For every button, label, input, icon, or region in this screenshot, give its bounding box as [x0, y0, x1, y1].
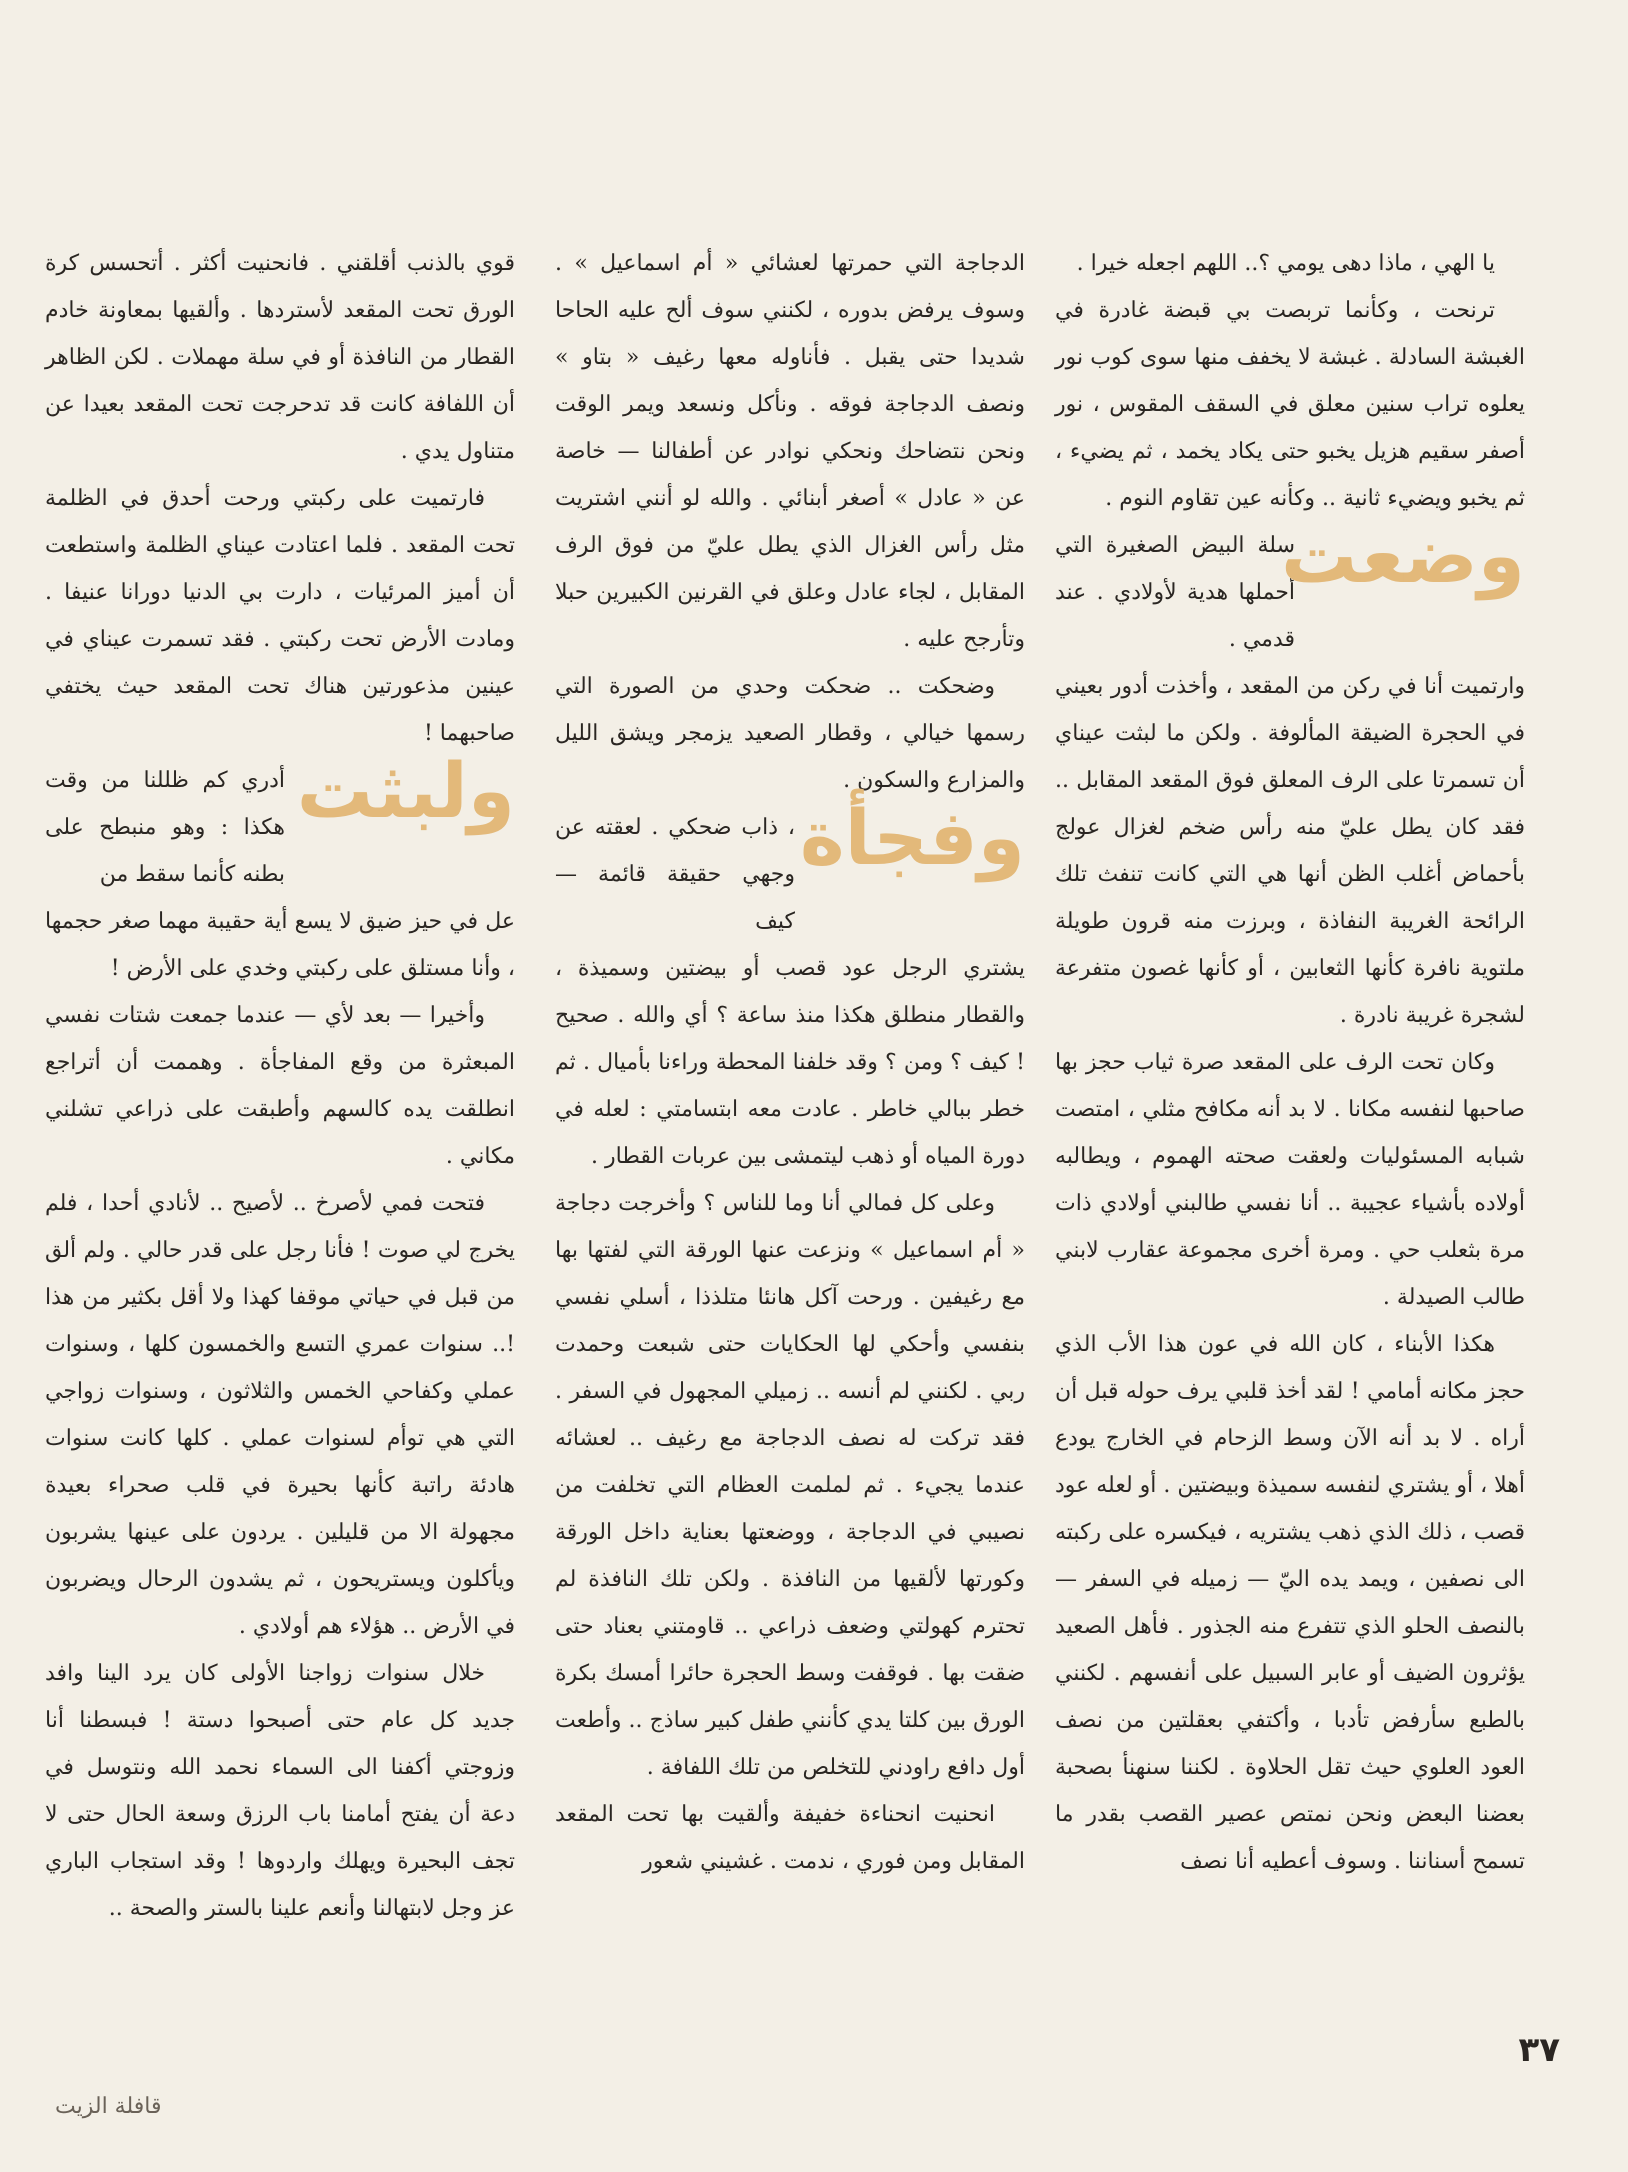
paragraph: فارتميت على ركبتي ورحت أحدق في الظلمة تحت المقعد . فلما اعتادت عيناي الظلمة واستطعت أن أميز المرئيات ، دارت بي الدنيا دورانا عنيفا . ومادت الأرض تحت ركبتي . فقد تسمرت عيناي في عينين مذعورتين هناك تحت المقعد حيث يختفي صاحبهما ! [45, 486, 515, 746]
paragraph: وكان تحت الرف على المقعد صرة ثياب حجز بها صاحبها لنفسه مكانا . لا بد أنه مكافح مثلي ، امتصت شبابه المسئوليات ولعقت صحته الهموم ، ويطالبه أولاده بأشياء عجيبة .. أنا نفسي طالبني أولادي ذات مرة بثعلب حي . ومرة أخرى مجموعة عقارب لابني طالب الصيدلة . [1055, 1050, 1525, 1310]
decorative-drop-word: وضعت [1280, 511, 1525, 600]
text-column-right [1055, 240, 1525, 1885]
paragraph: وارتميت أنا في ركن من المقعد ، وأخذت أدور بعيني في الحجرة الضيقة المألوفة . ولكن ما لبثت عيناي أن تسمرتا على الرف المعلق فوق المقعد المقابل .. فقد كان يطل عليّ منه رأس ضخم لغزال عولج بأحماض أغلب الظن أنها هي التي كانت تنفث تلك الرائحة الغريبة النفاذة ، وبرزت منه قرون طويلة ملتوية نافرة كأنها الثعابين ، أو كأنها غصون متفرعة لشجرة غريبة نادرة . [1055, 674, 1525, 1028]
lead-line: سلة البيض الصغيرة التي أحملها هدية لأولادي . عند قدمي . [1055, 533, 1295, 652]
paragraph: عل في حيز ضيق لا يسع أية حقيبة مهما صغر حجمها ، وأنا مستلق على ركبتي وخدي على الأرض ! [45, 909, 515, 981]
decorative-drop-word: وفجأة [799, 793, 1025, 882]
text-column-left [45, 240, 515, 1932]
drop-word-block [555, 793, 1025, 945]
paragraph: وأخيرا — بعد لأي — عندما جمعت شتات نفسي المبعثرة من وقع المفاجأة . وهممت أن أتراجع انطلقت يده كالسهم وأطبقت على ذراعي تشلني مكاني . [45, 1003, 515, 1169]
text-column-middle [555, 240, 1025, 1885]
paragraph: وضحكت .. ضحكت وحدي من الصورة التي رسمها خيالي ، وقطار الصعيد يزمجر ويشق الليل والمزارع والسكون . [555, 674, 1025, 793]
decorative-drop-word: ولبثت [296, 746, 515, 835]
paragraph: قوي بالذنب أقلقني . فانحنيت أكثر . أتحسس كرة الورق تحت المقعد لأستردها . وألقيها بمعاونة خادم القطار من النافذة أو في سلة مهملات . لكن الظاهر أن اللفافة كانت قد تدحرجت تحت المقعد بعيدا عن متناول يدي . [45, 251, 515, 464]
paragraph: يشتري الرجل عود قصب أو بيضتين وسميذة ، والقطار منطلق هكذا منذ ساعة ؟ أي والله . صحيح ! كيف ؟ ومن ؟ وقد خلفنا المحطة وراءنا بأميال . ثم خطر ببالي خاطر . عادت معه ابتسامتي : لعله في دورة المياه أو ذهب ليتمشى بين عربات القطار . [555, 956, 1025, 1169]
paragraph: وعلى كل فمالي أنا وما للناس ؟ وأخرجت دجاجة « أم اسماعيل » ونزعت عنها الورقة التي لفتها بها مع رغيفين . ورحت آكل هانئا متلذذا ، أسلي نفسي بنفسي وأحكي لها الحكايات حتى شبعت وحمدت ربي . لكنني لم أنسه .. زميلي المجهول في السفر . فقد تركت له نصف الدجاجة مع رغيف .. لعشائه عندما يجيء . ثم لملمت العظام التي تخلفت من نصيبي في الدجاجة ، ووضعتها بعناية داخل الورقة وكورتها لألقيها من النافذة . ولكن تلك النافذة لم تحترم كهولتي وضعف ذراعي .. قاومتني بعناد حتى ضقت بها . فوقفت وسط الحجرة حائرا أمسك بكرة الورق بين كلتا يدي كأنني طفل كبير ساذج .. وأطعت أول دافع راودني للتخلص من تلك اللفافة . [555, 1191, 1025, 1780]
paragraph: الدجاجة التي حمرتها لعشائي « أم اسماعيل » . وسوف يرفض بدوره ، لكنني سوف ألح عليه الحاحا شديدا حتى يقبل . فأناوله معها رغيف « بتاو » ونصف الدجاجة فوقه . ونأكل ونسعد ويمر الوقت ونحن نتضاحك ونحكي نوادر عن أطفالنا — خاصة عن « عادل » أصغر أبنائي . والله لو أنني اشتريت مثل رأس الغزال الذي يطل عليّ من فوق الرف المقابل ، لجاء عادل وعلق في القرنين الكبيرين حبلا وتأرجح عليه . [555, 251, 1025, 652]
paragraph: خلال سنوات زواجنا الأولى كان يرد الينا وافد جديد كل عام حتى أصبحوا دستة ! فبسطنا أنا وزوجتي أكفنا الى السماء نحمد الله ونتوسل في دعة أن يفتح أمامنا باب الرزق وسعة الحال حتى لا تجف البحيرة ويهلك واردوها ! وقد استجاب الباري عز وجل لابتهالنا وأنعم علينا بالستر والصحة .. [45, 1661, 515, 1921]
paragraph: ترنحت ، وكأنما تربصت بي قبضة غادرة في الغبشة السادلة . غبشة لا يخفف منها سوى كوب نور يعلوه تراب سنين معلق في السقف المقوس ، نور أصفر سقيم هزيل يخبو حتى يكاد يخمد ، ثم يضيء ، ثم يخبو ويضيء ثانية .. وكأنه عين تقاوم النوم . [1055, 298, 1525, 511]
lead-line: أدري كم ظللنا من وقت هكذا : وهو منبطح على بطنه كأنما سقط من [45, 768, 285, 887]
lead-line: ، ذاب ضحكي . لعقته عن وجهي حقيقة قائمة — كيف [555, 815, 795, 934]
paragraph: فتحت فمي لأصرخ .. لأصيح .. لأنادي أحدا ، فلم يخرج لي صوت ! فأنا رجل على قدر حالي . ولم ألق من قبل في حياتي موقفا كهذا ولا أقل بكثير من هذا !.. سنوات عمري التسع والخمسون كلها ، وسنوات عملي وكفاحي الخمس والثلاثون ، وسنوات زواجي التي هي توأم لسنوات عملي . كلها كانت سنوات هادئة راتبة كأنها بحيرة في قلب صحراء بعيدة مجهولة الا من قليلين . يردون على عينها يشربون ويأكلون ويستريحون ، ثم يشدون الرحال ويضربون في الأرض .. هؤلاء هم أولادي . [45, 1191, 515, 1639]
paragraph: هكذا الأبناء ، كان الله في عون هذا الأب الذي حجز مكانه أمامي ! لقد أخذ قلبي يرف حوله قبل أن أراه . لا بد أنه الآن وسط الزحام في الخارج يودع أهلا ، أو يشتري لنفسه سميذة وبيضتين . أو لعله عود قصب ، ذلك الذي ذهب يشتريه ، فيكسره على ركبته الى نصفين ، ويمد يده اليّ — زميله في السفر — بالنصف الحلو الذي تتفرع منه الجذور . فأهل الصعيد يؤثرون الضيف أو عابر السبيل على أنفسهم . لكنني بالطبع سأرفض تأدبا ، وأكتفي بعقلتين من نصف العود العلوي حيث تقل الحلاوة . لكننا سنهنأ بصحبة بعضنا البعض ونحن نمتص عصير القصب بقدر ما تسمح أسناننا . وسوف أعطيه أنا نصف [1054, 1332, 1525, 1874]
page-number: ٣٧ [1518, 2030, 1560, 2070]
paragraph: يا الهي ، ماذا دهى يومي ؟.. اللهم اجعله خيرا . [1076, 251, 1495, 276]
drop-word-block [45, 746, 515, 898]
drop-word-block [1055, 511, 1525, 663]
magazine-name: قافلة الزيت [55, 2094, 162, 2119]
paragraph: انحنيت انحناءة خفيفة وألقيت بها تحت المقعد المقابل ومن فوري ، ندمت . غشيني شعور [555, 1802, 1025, 1874]
